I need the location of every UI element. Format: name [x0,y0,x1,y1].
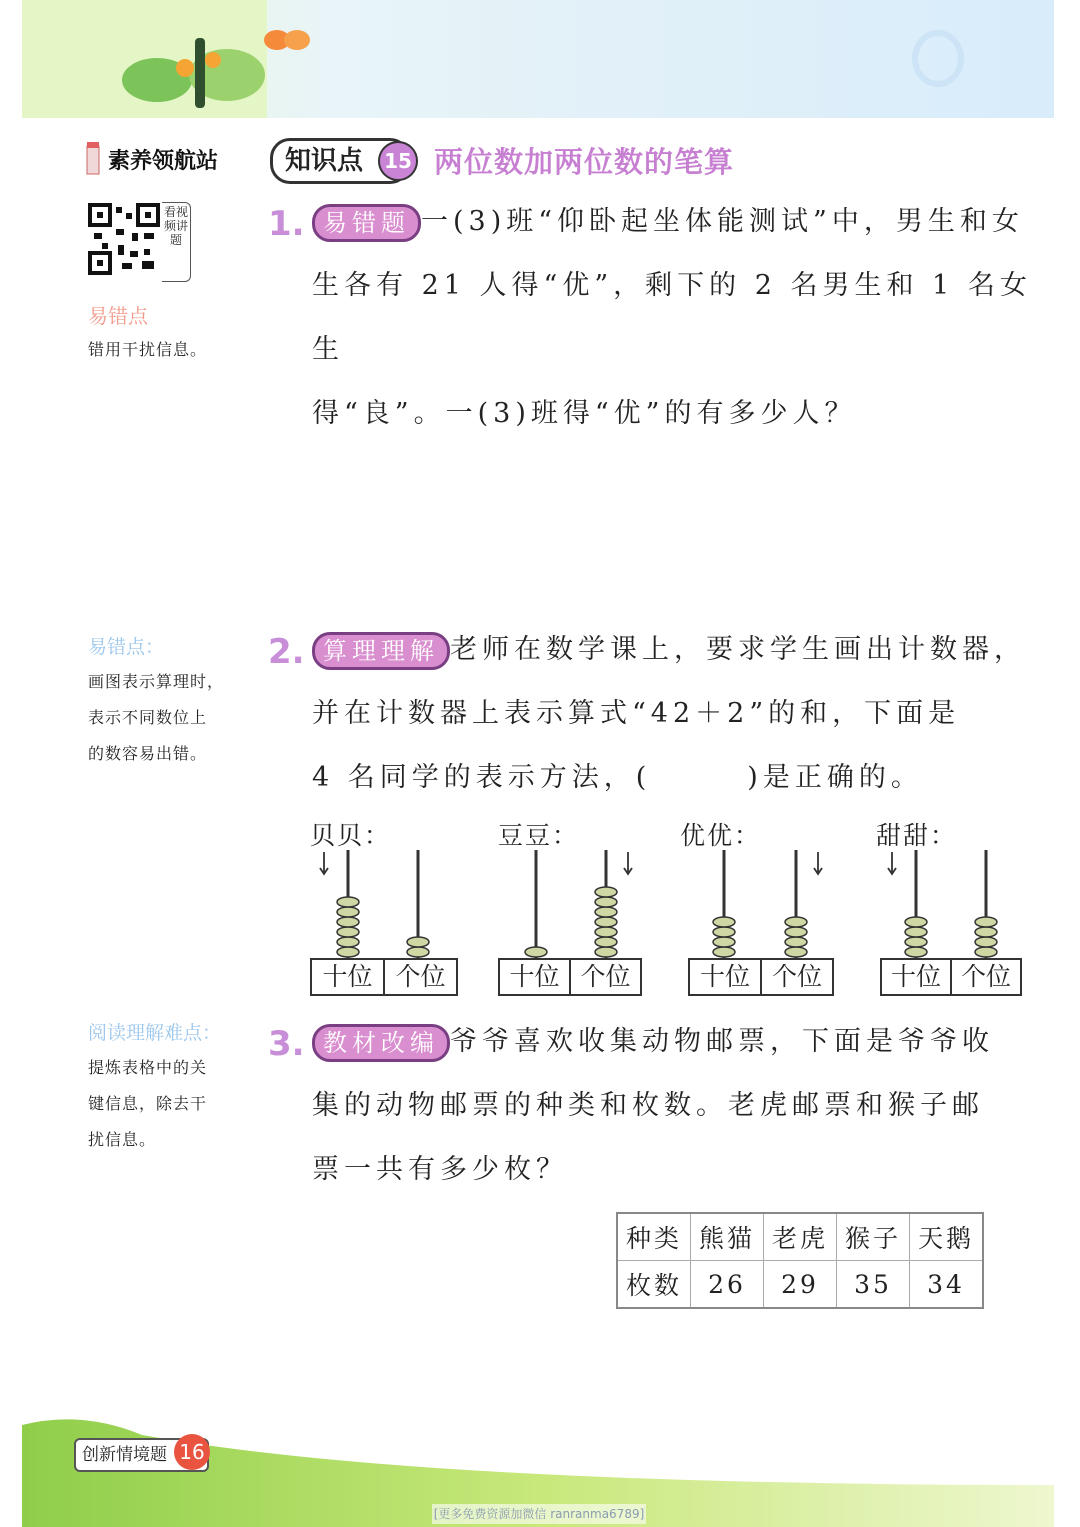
table-cell: 34 [910,1261,984,1309]
tens-label: 十位 [509,962,560,991]
table-cell: 猴子 [837,1213,910,1261]
abacus-bead [595,927,617,937]
question-2-line: 4 名同学的表示方法，( )是正确的。 [312,762,923,793]
sidebar-note3-line: 提炼表格中的关 [88,1058,208,1077]
sidebar-note3-text [88,1050,207,1158]
topic-number: 15 [378,141,418,181]
question-1-tag: 易错题 [312,204,421,242]
abacus-bead [407,937,429,947]
question-1-line: 一(3)班“仰卧起坐体能测试”中，男生和女 [421,206,1024,237]
abacus-bead [905,927,927,937]
abacus-bead [785,927,807,937]
abacus-student-name: 优优： [680,821,762,850]
sidebar-note2-title: 易错点： [88,636,165,658]
abacus-bead [337,917,359,927]
lighthouse-icon [84,140,102,176]
ones-label: 个位 [950,960,1020,994]
question-2-line: 并在计数器上表示算式“42＋2”的和，下面是 [312,698,961,729]
abacus-bead [785,937,807,947]
butterfly-icon [262,22,312,62]
sidebar-note1-title: 易错点 [88,304,148,328]
abacus-bead [975,917,997,927]
abacus-bead [595,947,617,957]
abacus-bead [785,947,807,957]
sidebar-note2-line: 的数容易出错。 [88,744,208,763]
question-3-number: 3. [268,1024,305,1064]
table-row [617,1261,983,1309]
tens-label: 十位 [890,962,941,991]
question-3 [312,1010,1032,1202]
question-3-line: 集的动物邮票的种类和枚数。老虎邮票和猴子邮 [312,1090,984,1121]
abacus-rods [300,840,1040,965]
table-cell: 老虎 [764,1213,837,1261]
question-2-tag: 算理理解 [312,632,450,670]
abacus-bead [713,947,735,957]
abacus-bead [713,937,735,947]
question-1 [312,190,1032,446]
abacus-bead [337,927,359,937]
sidebar-note2-text [88,664,224,772]
question-2-number: 2. [268,632,305,672]
abacus-bead [595,897,617,907]
ones-label: 个位 [760,960,832,994]
table-cell: 35 [837,1261,910,1309]
question-1-line: 得“良”。一(3)班得“优”的有多少人？ [312,398,857,429]
abacus-place-box [498,958,642,996]
table-cell: 种类 [617,1213,691,1261]
abacus-bead [407,947,429,957]
abacus-place-box [688,958,834,996]
ones-label: 个位 [383,960,456,994]
down-arrow-icon [888,852,896,874]
abacus-bead [337,947,359,957]
abacus-bead [975,927,997,937]
question-1-line: 生各有 21 人得“优”，剩下的 2 名男生和 1 名女生 [312,270,1032,365]
sidebar-note3-title: 阅读理解难点： [88,1022,222,1044]
abacus-place-box [310,958,458,996]
abacus-bead [975,947,997,957]
sidebar-note3-line: 扰信息。 [88,1130,157,1149]
topic-title: 两位数加两位数的笔算 [434,145,735,179]
abacus-bead [975,937,997,947]
abacus-bead [595,887,617,897]
decorative-ring-icon [912,30,964,87]
stamp-table [616,1212,984,1309]
top-banner [22,0,1054,118]
footer-label: 创新情境题 [74,1438,209,1472]
sidebar-note1-line: 错用干扰信息。 [88,340,208,359]
question-1-number: 1. [268,204,305,244]
abacus-bead [713,917,735,927]
page-number: 16 [174,1434,210,1470]
abacus-bead [337,937,359,947]
qr-code-icon[interactable] [88,203,160,275]
abacus-student-name: 甜甜： [876,821,958,850]
sidebar-note3-line: 键信息，除去干 [88,1094,208,1113]
table-row [617,1213,983,1261]
tens-label: 十位 [322,962,373,991]
abacus-bead [525,947,547,957]
abacus-bead [595,907,617,917]
abacus-place-box [880,958,1022,996]
ones-label: 个位 [569,960,640,994]
question-3-line: 爷爷喜欢收集动物邮票，下面是爷爷收 [450,1026,994,1057]
question-3-line: 票一共有多少枚？ [312,1154,568,1185]
table-cell: 枚数 [626,1271,683,1300]
station-title: 素养领航站 [108,149,219,174]
question-2-line: 老师在数学课上，要求学生画出计数器， [450,634,1026,665]
question-3-tag: 教材改编 [312,1024,450,1062]
abacus-bead [595,917,617,927]
abacus-bead [337,897,359,907]
abacus-bead [337,907,359,917]
question-2 [312,618,1032,810]
tens-label: 十位 [699,962,750,991]
table-cell: 天鹅 [910,1213,984,1261]
down-arrow-icon [624,852,632,874]
abacus-student-name: 贝贝： [310,821,392,850]
abacus-bead [905,937,927,947]
table-cell: 熊猫 [691,1213,764,1261]
qr-caption: 看视频讲题 [162,202,191,282]
abacus-bead [785,917,807,927]
topic-label: 知识点 [285,146,364,176]
abacus-bead [905,947,927,957]
down-arrow-icon [320,852,328,874]
abacus-bead [713,927,735,937]
table-cell: 26 [691,1261,764,1309]
watermark: [更多免费资源加微信 ranranma6789] [432,1504,646,1524]
sidebar-note1-text [88,332,207,368]
abacus-bead [595,937,617,947]
abacus-bead [905,917,927,927]
table-cell: 29 [764,1261,837,1309]
abacus-student-name: 豆豆： [498,821,580,850]
sidebar-note2-line: 表示不同数位上 [88,708,208,727]
sidebar-note2-line: 画图表示算理时， [88,672,225,691]
down-arrow-icon [814,852,822,874]
